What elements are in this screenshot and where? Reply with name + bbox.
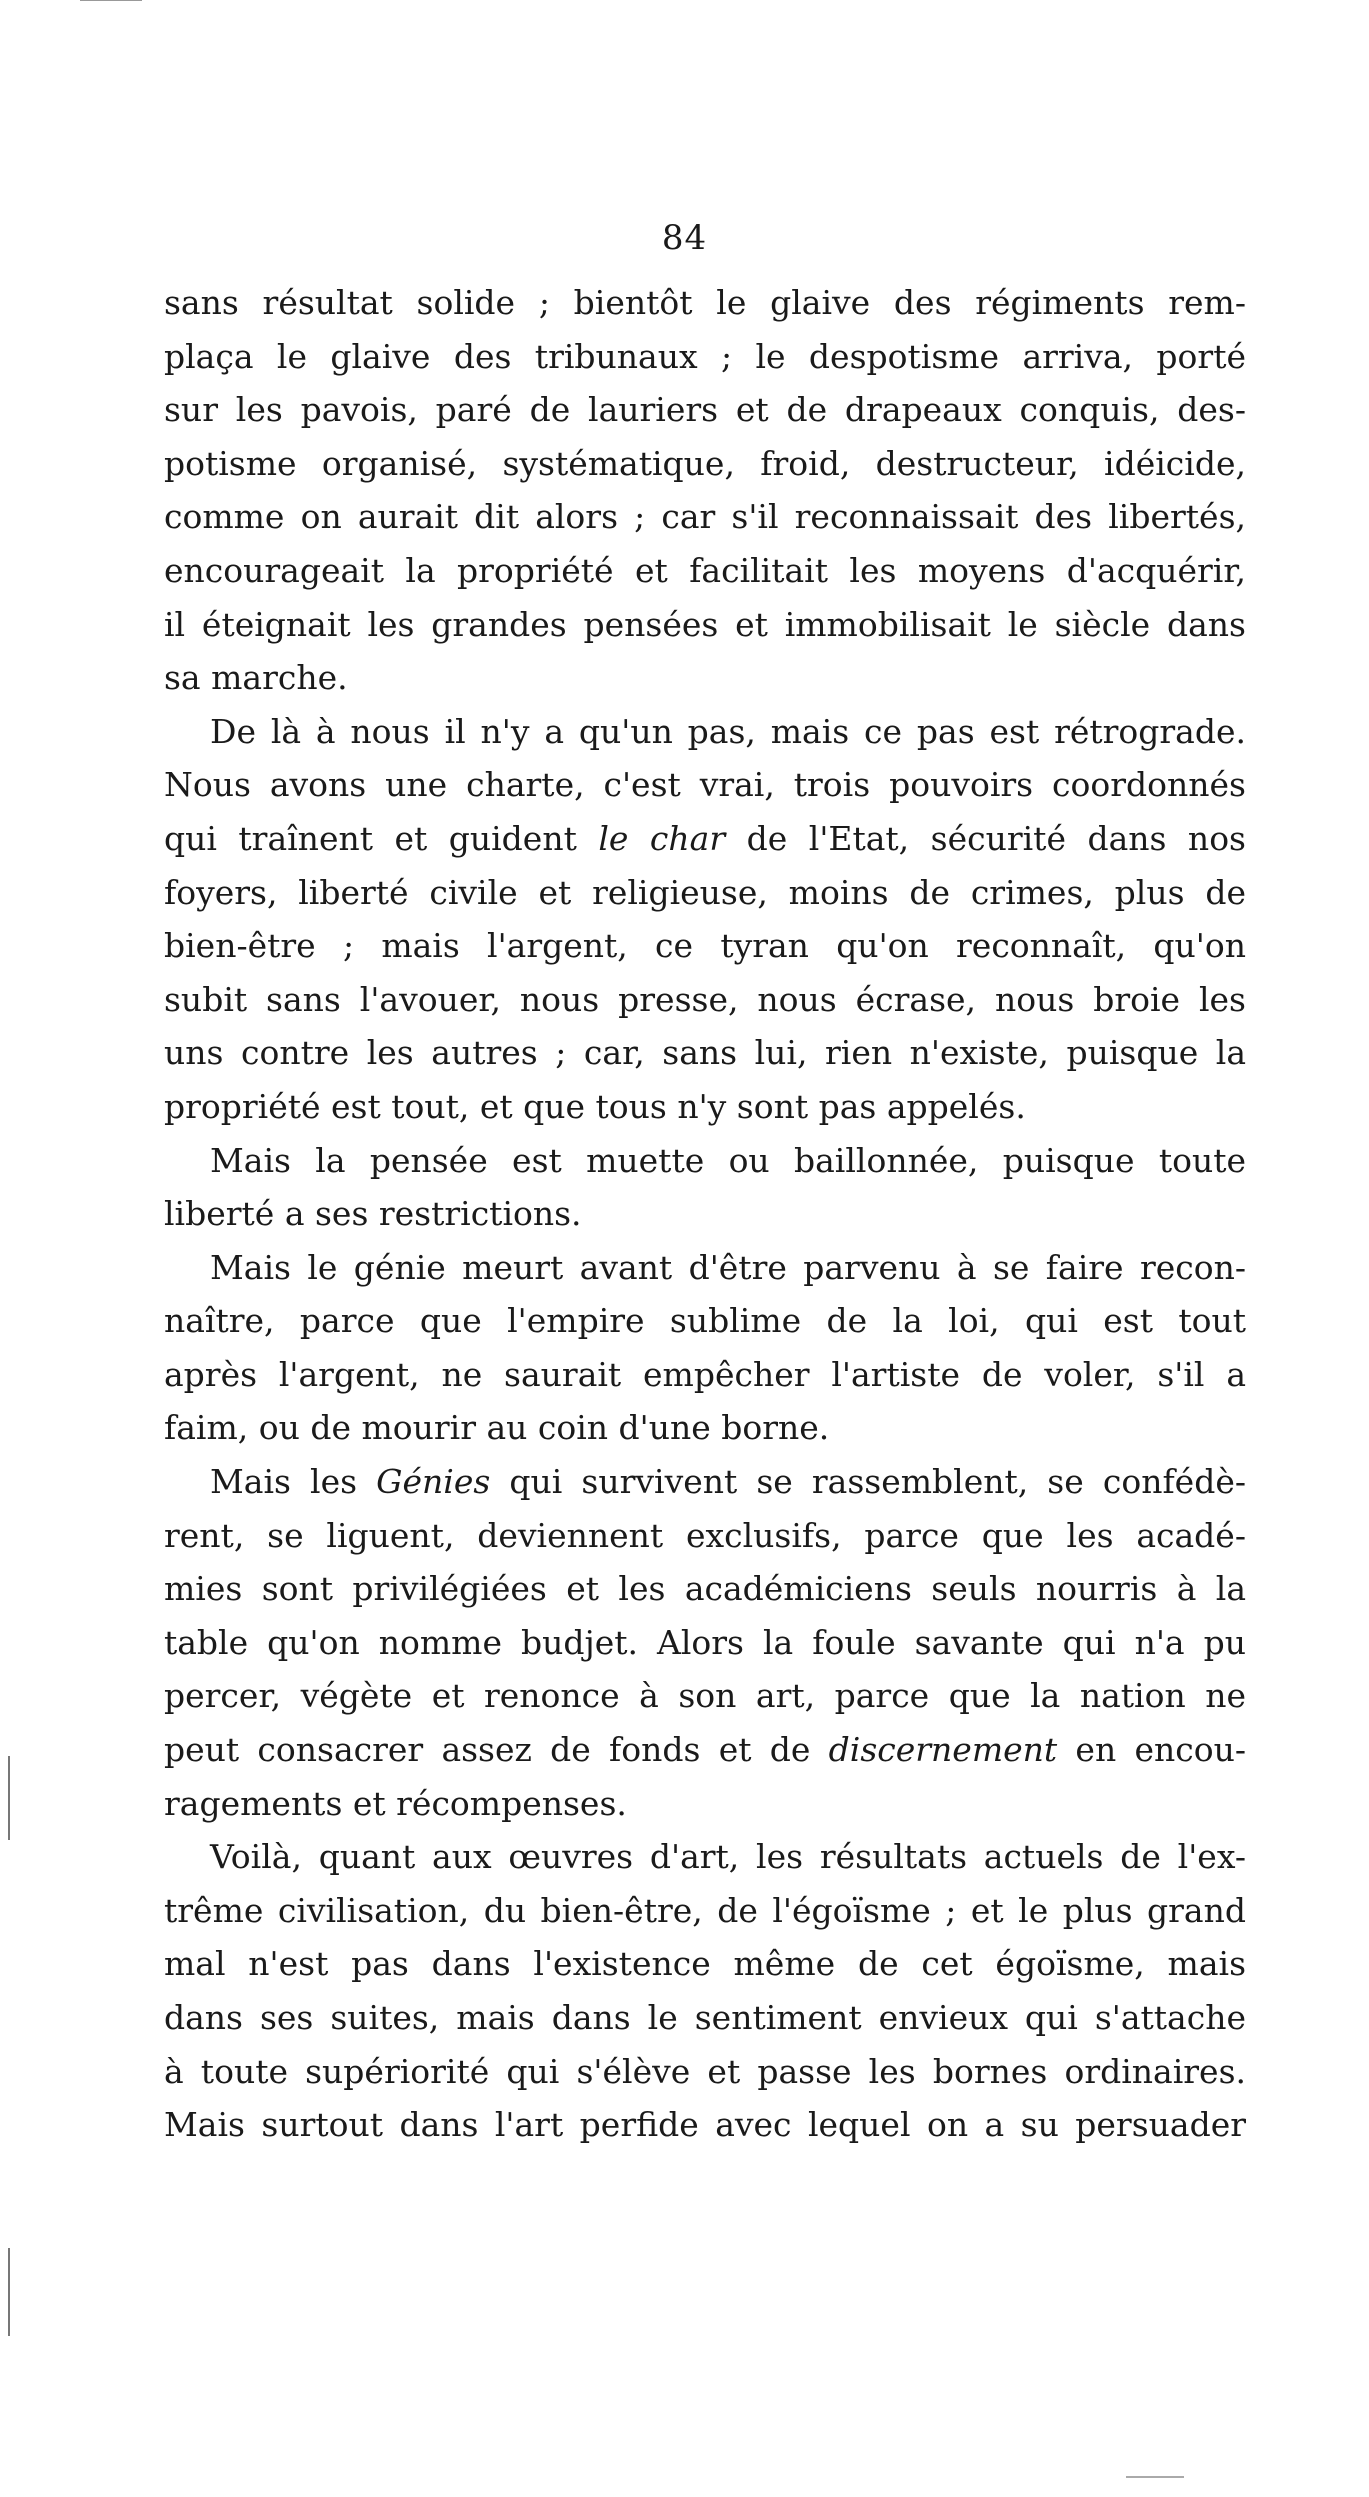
text-line: plaça le glaive des tribunaux ; le despotisme arriva, porté bbox=[164, 336, 1246, 376]
text-line: mal n'est pas dans l'existence même de cet égoïsme, mais bbox=[164, 1944, 1246, 1984]
text-line: dans ses suites, mais dans le sentiment envieux qui s'attache bbox=[164, 1998, 1246, 2037]
italic-phrase: Génies bbox=[376, 1462, 491, 1502]
text-line: propriété est tout, et que tous n'y sont pas appelés. bbox=[164, 1086, 1026, 1126]
text-line: table qu'on nomme budjet. Alors la foule savante qui n'a pu bbox=[164, 1622, 1246, 1662]
text-line: à toute supériorité qui s'élève et passe les bornes ordinaires. bbox=[164, 2051, 1246, 2091]
text-line: Voilà, quant aux œuvres d'art, les résultats actuels de l'ex- bbox=[210, 1837, 1246, 1877]
text-line: encourageait la propriété et facilitait les moyens d'acquérir, bbox=[164, 550, 1246, 590]
text-line: subit sans l'avouer, nous presse, nous écrase, nous broie les bbox=[164, 979, 1246, 1019]
text-line: foyers, liberté civile et religieuse, moins de crimes, plus de bbox=[164, 872, 1246, 912]
text-line: Mais le génie meurt avant d'être parvenu à se faire recon- bbox=[210, 1247, 1246, 1287]
bottom-edge-rule bbox=[1126, 2476, 1184, 2478]
italic-phrase: le char bbox=[598, 818, 726, 858]
text-line: après l'argent, ne saurait empêcher l'artiste de voler, s'il a bbox=[164, 1354, 1246, 1394]
text-line: qui traînent et guident le char de l'Etat, sécurité dans nos bbox=[164, 818, 1246, 858]
scan-margin-mark bbox=[8, 2248, 10, 2336]
page-number: 84 bbox=[661, 218, 708, 258]
text-line: mies sont privilégiées et les académiciens seuls nourris à la bbox=[164, 1569, 1246, 1609]
text-line: ragements et récompenses. bbox=[164, 1783, 627, 1823]
text-line: rent, se liguent, deviennent exclusifs, parce que les acadé- bbox=[164, 1515, 1246, 1555]
body-text bbox=[164, 276, 1246, 2152]
text-line: il éteignait les grandes pensées et immobilisait le siècle dans bbox=[164, 604, 1246, 644]
text-line: sur les pavois, paré de lauriers et de drapeaux conquis, des- bbox=[164, 390, 1246, 430]
text-line: potisme organisé, systématique, froid, destructeur, idéicide, bbox=[164, 443, 1246, 483]
scan-margin-mark bbox=[8, 1756, 10, 1840]
text-line: uns contre les autres ; car, sans lui, rien n'existe, puisque la bbox=[164, 1033, 1246, 1073]
text-line: Mais les Génies qui survivent se rassemblent, se confédè- bbox=[210, 1462, 1246, 1502]
text-line: faim, ou de mourir au coin d'une borne. bbox=[164, 1408, 830, 1448]
text-line: liberté a ses restrictions. bbox=[164, 1194, 582, 1234]
text-line: sa marche. bbox=[164, 658, 348, 698]
text-line: Mais la pensée est muette ou baillonnée, puisque toute bbox=[210, 1140, 1246, 1180]
text-line: naître, parce que l'empire sublime de la loi, qui est tout bbox=[164, 1301, 1246, 1341]
text-line: peut consacrer assez de fonds et de discernement en encou- bbox=[164, 1730, 1246, 1770]
text-line: comme on aurait dit alors ; car s'il reconnaissait des libertés, bbox=[164, 497, 1246, 537]
text-line: De là à nous il n'y a qu'un pas, mais ce pas est rétrograde. bbox=[210, 711, 1246, 751]
italic-phrase: discernement bbox=[828, 1730, 1058, 1770]
text-line: Mais surtout dans l'art perfide avec lequel on a su persuader bbox=[164, 2105, 1246, 2145]
text-line: sans résultat solide ; bientôt le glaive des régiments rem- bbox=[164, 283, 1246, 322]
text-line: Nous avons une charte, c'est vrai, trois pouvoirs coordonnés bbox=[164, 765, 1246, 805]
text-line: trême civilisation, du bien-être, de l'égoïsme ; et le plus grand bbox=[164, 1890, 1246, 1930]
text-line: percer, végète et renonce à son art, parce que la nation ne bbox=[164, 1676, 1246, 1716]
text-line: bien-être ; mais l'argent, ce tyran qu'on reconnaît, qu'on bbox=[164, 926, 1246, 966]
top-edge-rule bbox=[80, 0, 142, 1]
